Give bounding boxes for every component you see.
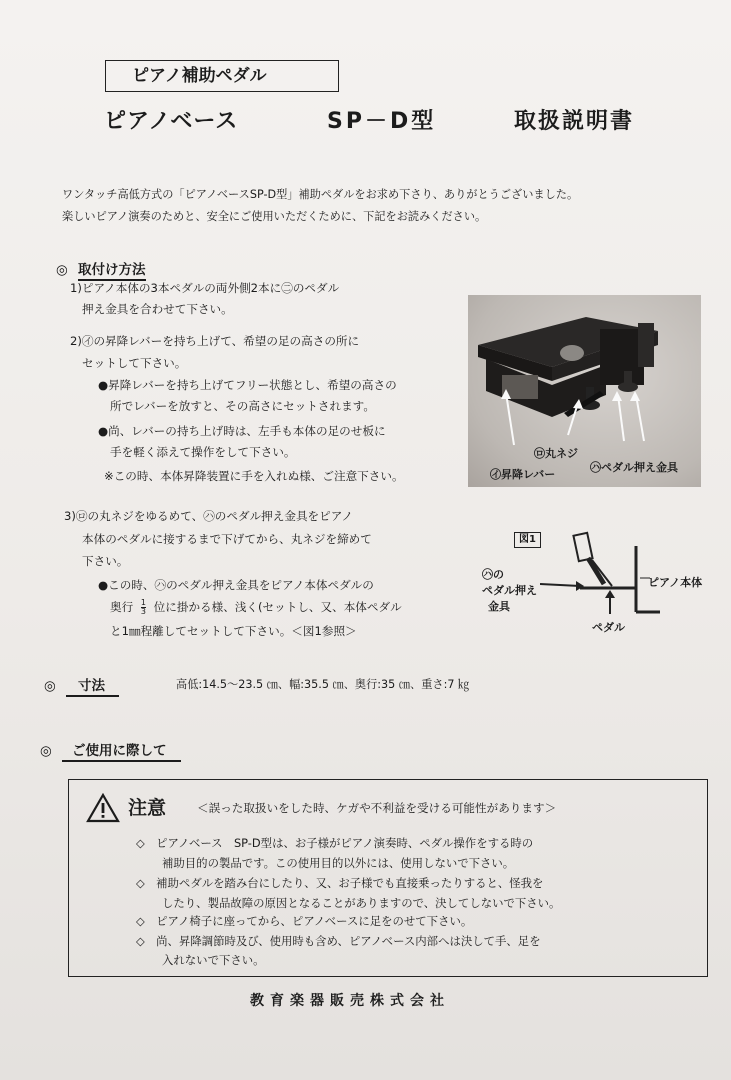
figure1-clamp-label-2: ペダル押え	[482, 584, 537, 597]
caution-item-4-line-1: ◇ 尚、昇降調節時及び、使用時も含め、ピアノベース内部へは決して手、足を	[136, 934, 541, 948]
step2-bullet2-line-2: 手を軽く添えて操作をして下さい。	[110, 445, 296, 459]
caution-item-2-line-2: したり、製品故障の原因となることがありますので、決してしないで下さい。	[162, 896, 561, 910]
dimensions-title: 寸法	[66, 674, 119, 697]
company-name: 教育楽器販売株式会社	[250, 993, 450, 1009]
section-marker: ◎	[44, 678, 56, 694]
step3-line-3: 下さい。	[82, 554, 129, 568]
warning-triangle-icon	[86, 793, 120, 823]
fraction-numerator: 1	[140, 598, 146, 607]
step2-bullet1-line-1: ●昇降レバーを持ち上げてフリー状態とし、希望の高さの	[98, 378, 397, 392]
step2-bullet2-line-1: ●尚、レバーの持ち上げ時は、左手も本体の足のせ板に	[98, 424, 386, 438]
dimensions-heading	[44, 674, 119, 697]
installation-heading	[56, 258, 146, 281]
step3-bullet-line-2	[110, 599, 402, 616]
intro-line-1: ワンタッチ高低方式の「ピアノベースSP-D型」補助ペダルをお求め下さり、ありがとうございました。	[62, 188, 579, 201]
figure1-pedal-label: ペダル	[592, 621, 625, 634]
caution-subtitle: ＜誤った取扱いをした時、ケガや不利益を受ける可能性があります＞	[197, 801, 557, 815]
section-marker: ◎	[40, 743, 52, 759]
one-third-fraction	[141, 599, 146, 616]
figure1-clamp-label-1: ㋩の	[482, 568, 504, 581]
step2-caution-note: ※この時、本体昇降装置に手を入れぬ様、ご注意下さい。	[104, 469, 404, 483]
step3-line-1: 3)㋺の丸ネジをゆるめて、㋩のペダル押え金具をピアノ	[64, 509, 353, 523]
product-name: ピアノベース	[104, 109, 239, 134]
category-label: ピアノ補助ペダル	[105, 60, 339, 92]
caution-item-1-line-1: ◇ ピアノベース SP-D型は、お子様がピアノ演奏時、ペダル操作をする時の	[136, 836, 534, 850]
step2-line-2: セットして下さい。	[82, 356, 187, 370]
caution-item-4-line-2: 入れないで下さい。	[162, 953, 265, 967]
document-type: 取扱説明書	[514, 109, 635, 134]
caution-item-1-line-2: 補助目的の製品です。この使用目的以外には、使用しないで下さい。	[162, 856, 515, 870]
installation-title: 取付け方法	[78, 258, 146, 281]
pedal-clamp-label: ㋩ペダル押え金具	[590, 461, 678, 474]
product-photo	[468, 295, 701, 487]
step1-line-1: 1)ピアノ本体の3本ペダルの両外側2本に㊁のペダル	[70, 281, 340, 295]
figure1-title: 図1	[514, 532, 541, 548]
caution-item-3-line-1: ◇ ピアノ椅子に座ってから、ピアノベースに足をのせて下さい。	[136, 914, 473, 928]
intro-line-2: 楽しいピアノ演奏のためと、安全にご使用いただくために、下記をお読みください。	[62, 210, 487, 223]
step1-line-2: 押え金具を合わせて下さい。	[82, 302, 233, 316]
caution-title: 注意	[128, 797, 167, 819]
fraction-denominator: 3	[140, 607, 146, 616]
dimensions-value: 高低:14.5～23.5 ㎝、幅:35.5 ㎝、奥行:35 ㎝、重さ:7 ㎏	[176, 678, 470, 691]
product-model: SP－D型	[327, 109, 437, 134]
lever-label: ㋑昇降レバー	[490, 468, 556, 481]
usage-title: ご使用に際して	[62, 739, 181, 762]
figure1-clamp-label-3: 金具	[488, 600, 510, 613]
step3-bullet-line-1: ●この時、㋩のペダル押え金具をピアノ本体ペダルの	[98, 578, 374, 592]
depth-instruction: 位に掛かる様、浅く(セットし、又、本体ペダル	[153, 600, 402, 614]
step3-bullet-line-3: と1㎜程離してセットして下さい。＜図1参照＞	[110, 624, 357, 638]
step2-line-1: 2)㋑の昇降レバーを持ち上げて、希望の足の高さの所に	[70, 334, 360, 348]
usage-heading	[40, 739, 181, 762]
section-marker: ◎	[56, 262, 68, 278]
figure1-piano-body-label: ピアノ本体	[648, 576, 703, 589]
step2-bullet1-line-2: 所でレバーを放すと、その高さにセットされます。	[110, 399, 375, 413]
screw-label: ㋺丸ネジ	[534, 447, 578, 460]
caution-item-2-line-1: ◇ 補助ペダルを踏み台にしたり、又、お子様でも直接乗ったりすると、怪我を	[136, 876, 544, 890]
depth-label: 奥行	[110, 600, 134, 614]
step3-line-2: 本体のペダルに接するまで下げてから、丸ネジを締めて	[82, 532, 372, 546]
